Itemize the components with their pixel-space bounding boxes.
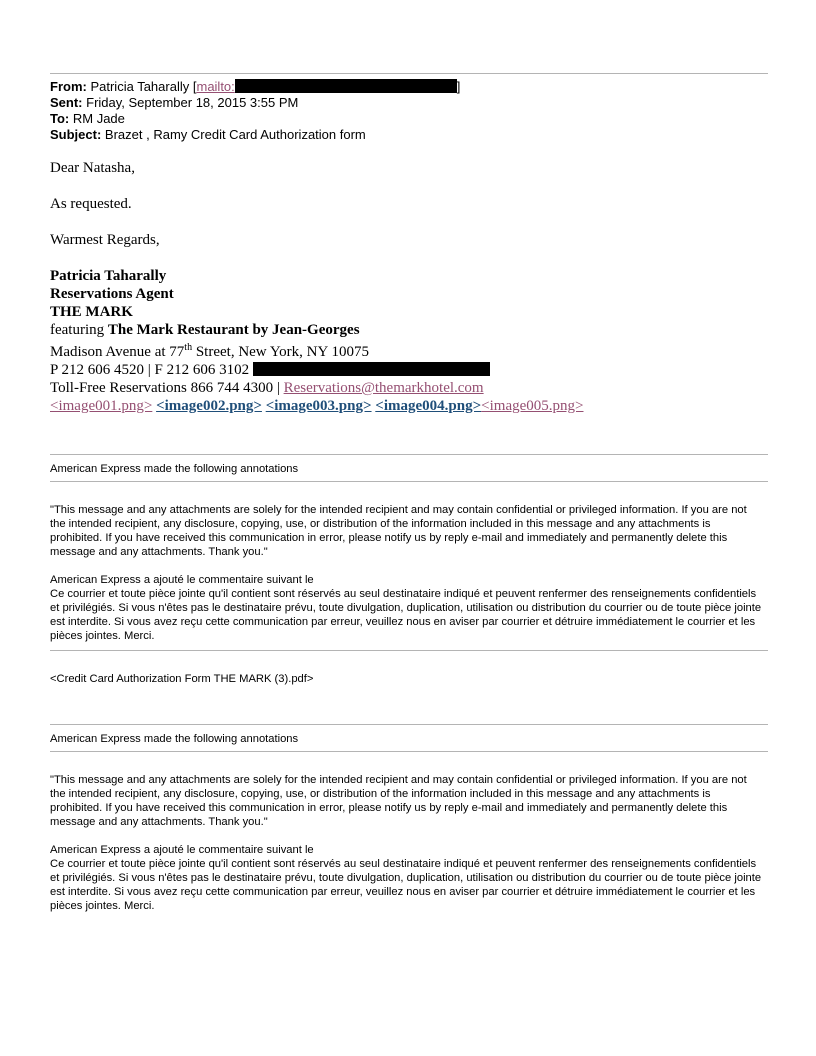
body-line: As requested. <box>50 196 132 212</box>
image-link[interactable]: <image001.png> <box>50 398 153 414</box>
image-link[interactable]: <image005.png> <box>481 398 584 414</box>
restaurant-name: The Mark Restaurant by Jean-Georges <box>107 322 360 338</box>
header-top-rule <box>50 73 768 74</box>
signature-featuring <box>50 321 360 339</box>
from-name: Patricia Taharally <box>90 79 190 94</box>
annotation-rule <box>50 650 768 651</box>
signature-title-text: Reservations Agent <box>50 286 174 302</box>
english-disclaimer: "This message and any attachments are solely for the intended recipient and may contain confidential or privileged information. If you are not the intended recipient, any disclosure, copying, use, or distribution of the information included in this message and any attachments is prohibited. If you have received this communication in error, please notify us by reply e-mail and immediately and permanently delete this message and any attachments. Thank you." <box>50 504 747 558</box>
from-label: From: <box>50 79 87 94</box>
annotation-rule <box>50 454 768 455</box>
redacted-phone-block <box>253 362 490 376</box>
sent-line <box>50 95 298 111</box>
pdf-attachment[interactable]: <Credit Card Authorization Form THE MARK (3).pdf> <box>50 673 314 685</box>
annotation-rule <box>50 724 768 725</box>
subject-label: Subject: <box>50 127 102 142</box>
closing: Warmest Regards, <box>50 232 160 248</box>
sent-value: Friday, September 18, 2015 3:55 PM <box>86 95 299 110</box>
to-value: RM Jade <box>72 111 125 126</box>
address-pre: Madison Avenue at 77 <box>50 344 185 360</box>
to-label: To: <box>50 111 70 126</box>
signature-company <box>50 303 133 321</box>
french-heading: American Express a ajouté le commentaire suivant le <box>50 844 314 856</box>
annotation-heading: American Express made the following annotations <box>50 463 299 475</box>
address-superscript: th <box>184 342 193 353</box>
annotation-rule <box>50 481 768 482</box>
to-line <box>50 111 125 127</box>
signature-company-text: THE MARK <box>50 304 133 320</box>
signature-name <box>50 267 166 285</box>
featuring-prefix: featuring <box>50 322 108 338</box>
french-disclaimer: Ce courrier et toute pièce jointe qu'il contient sont réservés au seul destinataire indiqué et peuvent renfermer des renseignements confidentiels et privilégiés. Si vous n'êtes pas le destinataire prévu, toute divulgation, duplication, utilisation ou distribution du courrier ou de toute pièce jointe est interdite. Si vous avez reçu cette communication par erreur, veuillez nous en aviser par courrier et détruire immédiatement le courrier et les pièces jointes. Merci. <box>50 858 762 912</box>
bracket-close: ] <box>456 79 461 94</box>
greeting: Dear Natasha, <box>50 160 135 176</box>
annotation-rule <box>50 751 768 752</box>
french-disclaimer: Ce courrier et toute pièce jointe qu'il contient sont réservés au seul destinataire indiqué et peuvent renfermer des renseignements confidentiels et privilégiés. Si vous n'êtes pas le destinataire prévu, toute divulgation, duplication, utilisation ou distribution du courrier ou de toute pièce jointe est interdite. Si vous avez reçu cette communication par erreur, veuillez nous en aviser par courrier et détruire immédiatement le courrier et les pièces jointes. Merci. <box>50 588 762 642</box>
phone-numbers: P 212 606 4520 | F 212 606 3102 <box>50 362 253 378</box>
signature-tollfree <box>50 379 484 397</box>
signature-phone <box>50 361 490 379</box>
image-attachments-line <box>50 397 583 415</box>
redacted-email-block <box>235 79 457 93</box>
signature-address <box>50 343 369 361</box>
reservations-email-link[interactable]: Reservations@themarkhotel.com <box>283 380 484 396</box>
tollfree-text: Toll-Free Reservations 866 744 4300 | <box>50 380 284 396</box>
subject-line <box>50 127 366 143</box>
image-link[interactable]: <image002.png> <box>156 398 262 414</box>
signature-name-text: Patricia Taharally <box>50 268 167 284</box>
address-post: Street, New York, NY 10075 <box>192 344 370 360</box>
mailto-link[interactable]: mailto: <box>196 79 235 94</box>
annotation-heading: American Express made the following annotations <box>50 733 299 745</box>
sent-label: Sent: <box>50 95 83 110</box>
from-line <box>50 79 460 95</box>
image-link[interactable]: <image003.png> <box>265 398 372 414</box>
french-heading: American Express a ajouté le commentaire suivant le <box>50 574 314 586</box>
subject-value: Brazet , Ramy Credit Card Authorization form <box>104 127 366 142</box>
english-disclaimer: "This message and any attachments are solely for the intended recipient and may contain confidential or privileged information. If you are not the intended recipient, any disclosure, copying, use, or distribution of the information included in this message and any attachments is prohibited. If you have received this communication in error, please notify us by reply e-mail and immediately and permanently delete this message and any attachments. Thank you." <box>50 774 747 828</box>
image-link[interactable]: <image004.png> <box>375 398 482 414</box>
bracket-open: [ <box>192 79 197 94</box>
signature-title <box>50 285 174 303</box>
